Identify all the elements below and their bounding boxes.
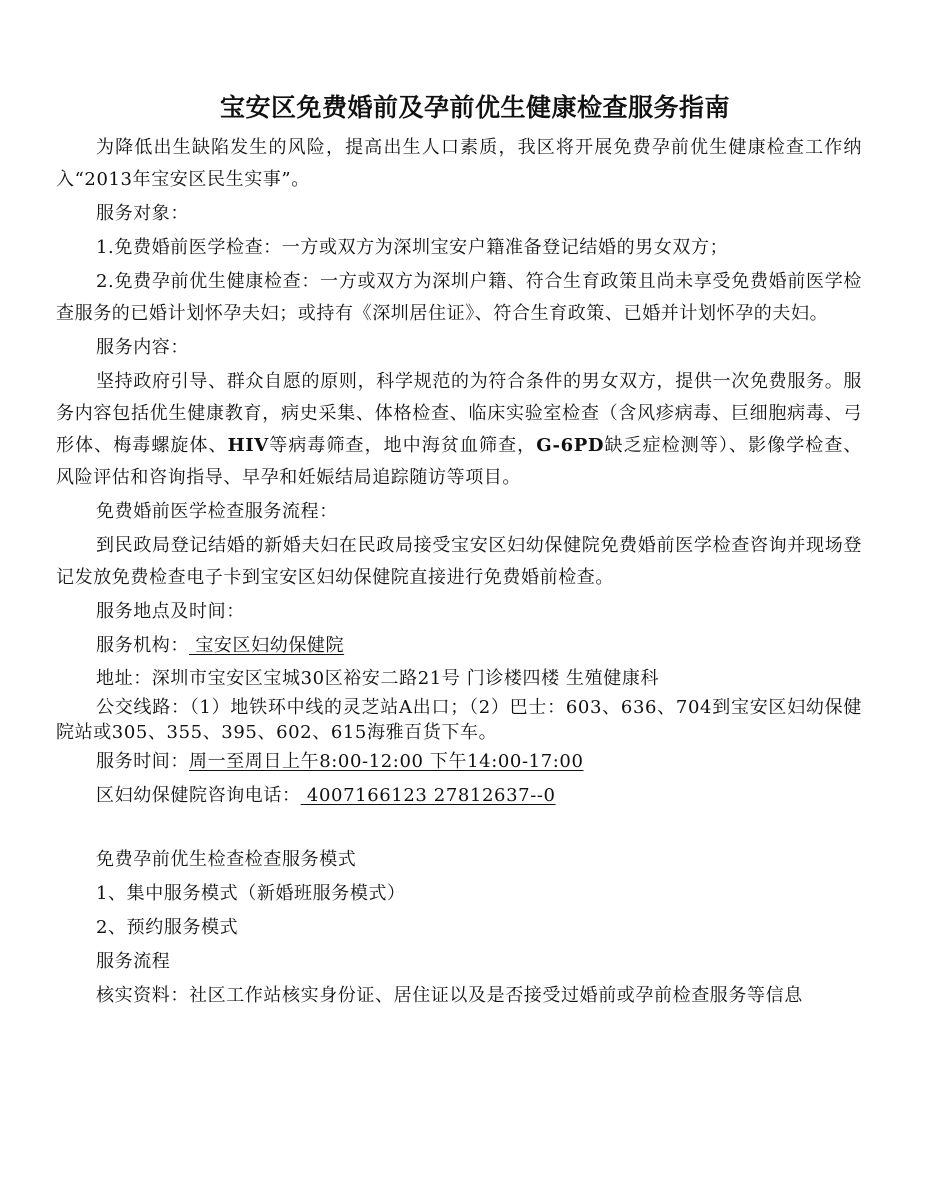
g6pd-term: G-6PD [536, 435, 605, 456]
service-content-text-1: 坚持政府引导、群众自愿的原则，科学规范的为符合条件的男女双方，提供一次免费服务。服务内容包括优生健康教育，病史采集、体格检查、临床实验室检查（含风疹病毒、巨细胞病毒、弓形体、梅毒螺旋体、 [56, 371, 862, 456]
page-title: 宝安区免费婚前及孕前优生健康检查服务指南 [219, 93, 730, 122]
mode-item-1: 1、集中服务模式（新婚班服务模式） [96, 883, 406, 904]
service-targets-heading: 服务对象： [96, 203, 189, 224]
phone-value: 4007166123 27812637--0 [300, 785, 556, 806]
institution-label: 服务机构： [96, 635, 189, 656]
service-content-text-2: 等病毒筛查，地中海贫血筛查， [268, 435, 537, 456]
hours-label: 服务时间： [96, 751, 189, 772]
bus-lines: 公交线路：（1）地铁环中线的灵芝站A出口；（2）巴士：603、636、704到宝安区妇幼保健院站或305、355、395、602、615海雅百货下车。 [56, 697, 862, 743]
service-content-heading: 服务内容： [96, 337, 189, 358]
hiv-term: HIV [227, 435, 269, 456]
mode-item-2: 2、预约服务模式 [96, 917, 239, 938]
phone-line [56, 780, 862, 812]
intro-paragraph: 为降低出生缺陷发生的风险，提高出生人口素质，我区将开展免费孕前优生健康检查工作纳入“2013年宝安区民生实事”。 [56, 137, 862, 190]
phone-label: 区妇幼保健院咨询电话： [96, 785, 301, 806]
service-target-item-2: 2.免费孕前优生健康检查：一方或双方为深圳户籍、符合生育政策且尚未享受免费婚前医学检查服务的已婚计划怀孕夫妇；或持有《深圳居住证》、符合生育政策、已婚并计划怀孕的夫妇。 [56, 271, 862, 324]
premarital-process-heading: 免费婚前医学检查服务流程： [96, 501, 338, 522]
premarital-process-paragraph: 到民政局登记结婚的新婚夫妇在民政局接受宝安区妇幼保健院免费婚前医学检查咨询并现场登记发放免费检查电子卡到宝安区妇幼保健院直接进行免费婚前检查。 [56, 535, 862, 588]
address-line: 地址：深圳市宝安区宝城30区裕安二路21号 门诊楼四楼 生殖健康科 [96, 668, 660, 689]
institution-value: 宝安区妇幼保健院 [189, 635, 345, 656]
pregnancy-modes-heading: 免费孕前优生检查检查服务模式 [96, 849, 357, 870]
blank-spacer [56, 814, 862, 844]
service-target-item-1: 1.免费婚前医学检查：一方或双方为深圳宝安户籍准备登记结婚的男女双方； [96, 237, 729, 258]
service-content-paragraph [56, 366, 862, 494]
institution-line [56, 630, 862, 662]
verify-paragraph: 核实资料：社区工作站核实身份证、居住证以及是否接受过婚前或孕前检查服务等信息 [96, 985, 803, 1006]
process-heading: 服务流程 [96, 951, 171, 972]
location-heading: 服务地点及时间： [96, 601, 245, 622]
hours-line [56, 749, 862, 774]
document-body [56, 132, 862, 1014]
hours-value: 周一至周日上午8:00-12:00 下午14:00-17:00 [189, 751, 584, 772]
service-content-text-3: 缺乏症检测等）、影像学检查、风险评估和咨询指导、早孕和妊娠结局追踪随访等项目。 [56, 435, 863, 488]
